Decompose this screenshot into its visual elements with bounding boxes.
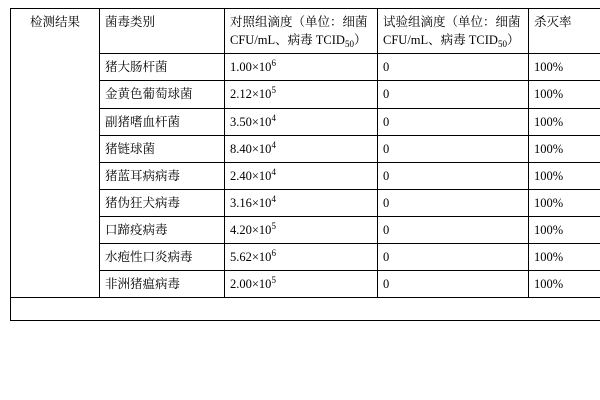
column-header-control: 对照组滴度（单位：细菌 CFU/mL、病毒 $TCID_{50}$） bbox=[225, 9, 378, 54]
table-row bbox=[11, 162, 600, 189]
table-row bbox=[11, 54, 600, 81]
cell-control: $4.20\times 10^5$ bbox=[225, 217, 378, 244]
cell-type: 猪链球菌 bbox=[100, 135, 225, 162]
cell-type: 非洲猪瘟病毒 bbox=[100, 271, 225, 298]
cell-rate: 100% bbox=[529, 81, 600, 108]
cell-control: $3.50\times 10^4$ bbox=[225, 108, 378, 135]
cell-test: 0 bbox=[378, 54, 529, 81]
cell-rate: 100% bbox=[529, 271, 600, 298]
cell-control: $8.40\times 10^4$ bbox=[225, 135, 378, 162]
cell-test: 0 bbox=[378, 189, 529, 216]
cell-test: 0 bbox=[378, 135, 529, 162]
cell-test: 0 bbox=[378, 108, 529, 135]
cell-control: $2.00\times 10^5$ bbox=[225, 271, 378, 298]
cell-test: 0 bbox=[378, 162, 529, 189]
column-header-type: 菌毒类别 bbox=[100, 9, 225, 54]
table-row bbox=[11, 81, 600, 108]
column-header-rate: 杀灭率 bbox=[529, 9, 600, 54]
cell-type: 金黄色葡萄球菌 bbox=[100, 81, 225, 108]
cell-type: 猪大肠杆菌 bbox=[100, 54, 225, 81]
cell-rate: 100% bbox=[529, 54, 600, 81]
control-subscript: 50 bbox=[344, 39, 354, 50]
cell-type: 水疱性口炎病毒 bbox=[100, 244, 225, 271]
cell-control: $5.62\times 10^6$ bbox=[225, 244, 378, 271]
cell-rate: 100% bbox=[529, 217, 600, 244]
cell-type: 猪伪狂犬病毒 bbox=[100, 189, 225, 216]
cell-continuation bbox=[11, 298, 600, 321]
cell-test: 0 bbox=[378, 81, 529, 108]
cell-control: $3.16\times 10^4$ bbox=[225, 189, 378, 216]
cell-test: 0 bbox=[378, 217, 529, 244]
table-continuation-row bbox=[11, 298, 600, 321]
cell-rate: 100% bbox=[529, 162, 600, 189]
table-row bbox=[11, 135, 600, 162]
table-row bbox=[11, 217, 600, 244]
table-row bbox=[11, 271, 600, 298]
table-header-row bbox=[11, 9, 600, 54]
cell-type: 口蹄疫病毒 bbox=[100, 217, 225, 244]
cell-test: 0 bbox=[378, 271, 529, 298]
cell-control: $2.12\times 10^5$ bbox=[225, 81, 378, 108]
cell-rate: 100% bbox=[529, 135, 600, 162]
cell-control: $2.40\times 10^4$ bbox=[225, 162, 378, 189]
table-row bbox=[11, 244, 600, 271]
test-subscript: 50 bbox=[497, 39, 507, 50]
detection-results-table bbox=[10, 8, 600, 321]
column-header-test: 试验组滴度（单位：细菌 CFU/mL、病毒 $TCID_{50}$） bbox=[378, 9, 529, 54]
table-row bbox=[11, 108, 600, 135]
table-row bbox=[11, 189, 600, 216]
cell-rate: 100% bbox=[529, 189, 600, 216]
cell-control: $1.00\times 10^6$ bbox=[225, 54, 378, 81]
cell-type: 副猪嗜血杆菌 bbox=[100, 108, 225, 135]
cell-rate: 100% bbox=[529, 108, 600, 135]
cell-type: 猪蓝耳病病毒 bbox=[100, 162, 225, 189]
cell-rate: 100% bbox=[529, 244, 600, 271]
row-label-detection-results: 检测结果 bbox=[11, 9, 100, 298]
cell-test: 0 bbox=[378, 244, 529, 271]
